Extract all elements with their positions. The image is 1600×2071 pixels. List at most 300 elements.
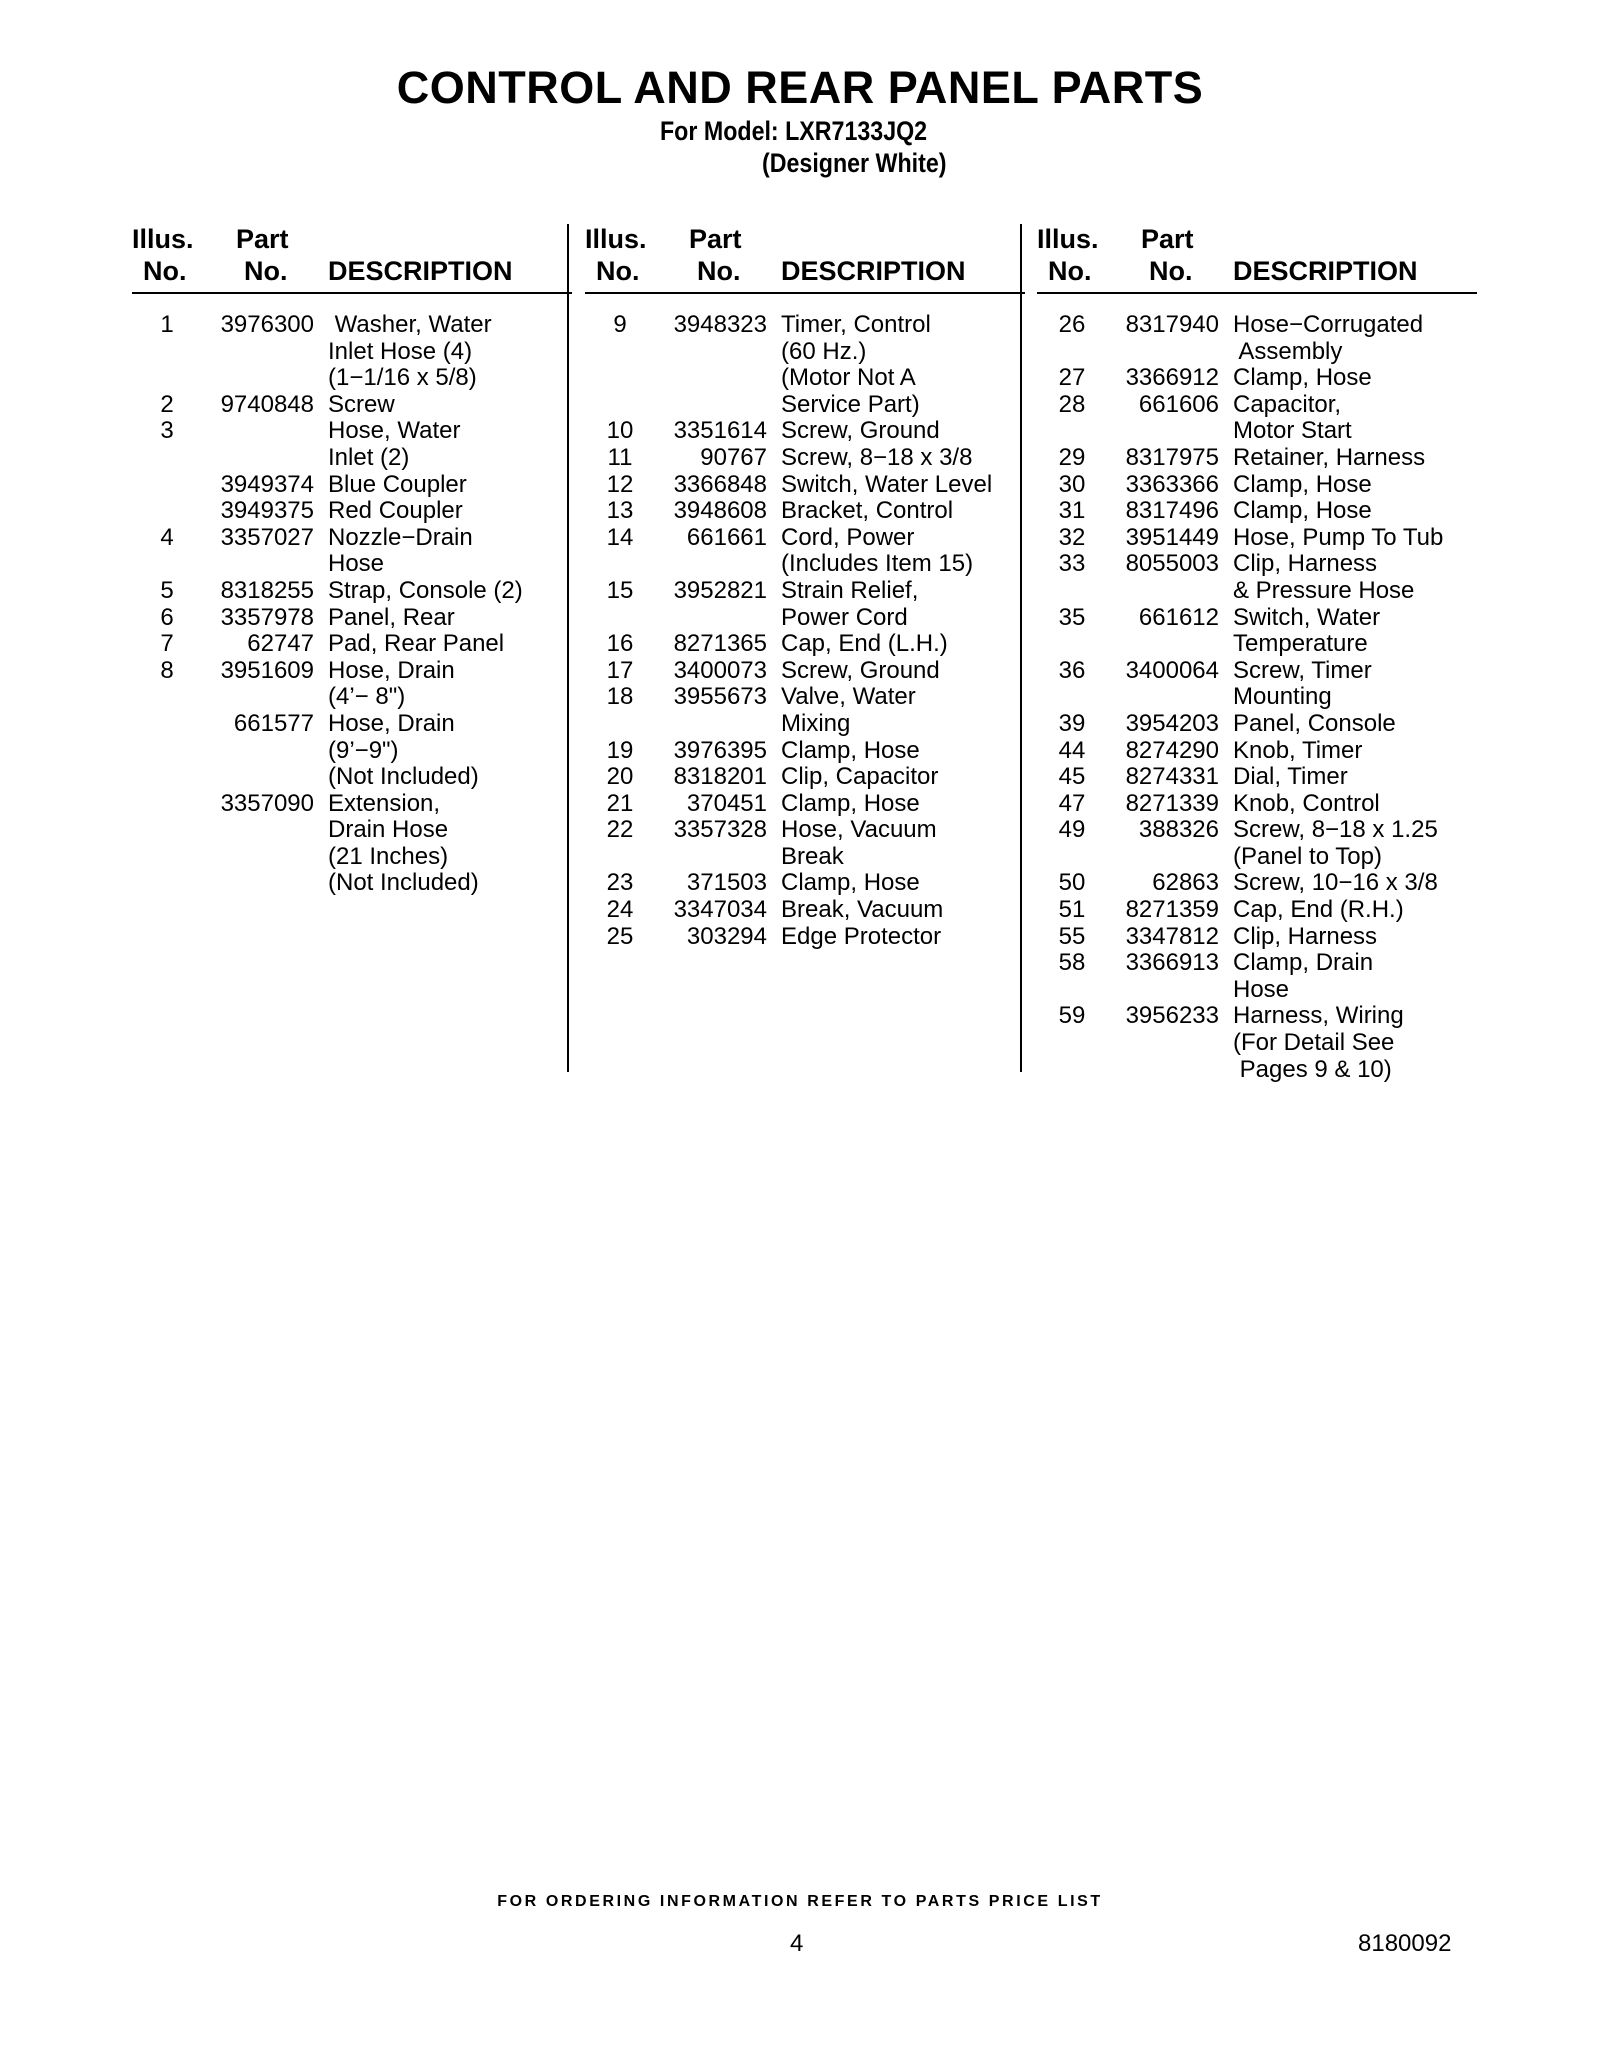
part-description: Retainer, Harness: [1233, 443, 1426, 471]
part-description: Switch, Water: [1233, 603, 1381, 631]
parts-row: [1037, 738, 1477, 765]
part-number: [655, 551, 767, 578]
part-number: 388326: [1138, 816, 1219, 844]
illus-number: 10: [606, 417, 634, 445]
parts-row: [132, 312, 572, 339]
part-number: 8271365: [673, 630, 767, 658]
illus-number: 26: [1058, 311, 1086, 338]
parts-column-2: [585, 224, 1025, 950]
part-description: Panel, Rear: [328, 603, 455, 631]
part-description: Pad, Rear Panel: [328, 630, 505, 658]
parts-row: [1037, 711, 1477, 738]
illus-number: 51: [1058, 896, 1086, 924]
parts-row: [132, 578, 572, 605]
illus-number: 24: [606, 896, 634, 924]
parts-row: [585, 924, 1025, 951]
illus-number: 50: [1058, 869, 1086, 897]
parts-row: [585, 339, 1025, 366]
illus-number: 47: [1058, 789, 1086, 817]
part-number: [1107, 418, 1219, 445]
column-header: [132, 224, 572, 294]
parts-row: [1037, 339, 1477, 366]
parts-row: [132, 472, 572, 499]
part-number: 3347812: [1125, 922, 1219, 950]
parts-row: [1037, 631, 1477, 658]
part-number: 370451: [686, 789, 767, 817]
illus-number: [1037, 1057, 1107, 1084]
part-description: Motor Start: [1233, 417, 1352, 445]
part-description: Clamp, Hose: [1233, 470, 1372, 498]
illus-number: [132, 711, 202, 738]
part-number: 3976395: [673, 736, 767, 764]
part-number: [202, 844, 314, 871]
part-number: [1107, 339, 1219, 366]
part-description: (Includes Item 15): [781, 550, 974, 578]
illus-number: [1037, 1030, 1107, 1057]
part-number: 62863: [1152, 869, 1219, 897]
illus-number: 8: [160, 656, 174, 684]
column-header: [585, 224, 1025, 294]
parts-row: [1037, 392, 1477, 419]
parts-row: [132, 418, 572, 445]
part-number: 3357328: [673, 816, 767, 844]
part-number: [202, 817, 314, 844]
illus-number: [585, 392, 655, 419]
illus-number: 17: [606, 656, 634, 684]
part-description: Extension,: [328, 789, 441, 817]
illus-number: 33: [1058, 550, 1086, 578]
parts-row: [1037, 551, 1477, 578]
header-part-label: Part: [1141, 224, 1194, 254]
illus-number: [132, 817, 202, 844]
parts-row: [585, 578, 1025, 605]
part-description: Cord, Power: [781, 523, 915, 551]
part-number: 8318255: [220, 576, 314, 604]
part-number: 3357978: [220, 603, 314, 631]
part-number: [202, 764, 314, 791]
parts-row: [585, 844, 1025, 871]
parts-row: [1037, 1030, 1477, 1057]
illus-number: [132, 498, 202, 525]
part-number: 3951609: [220, 656, 314, 684]
part-description: Clamp, Hose: [781, 869, 920, 897]
parts-row: [132, 498, 572, 525]
parts-row: [585, 472, 1025, 499]
part-description: Washer, Water: [328, 311, 492, 338]
parts-row: [132, 658, 572, 685]
illus-number: 35: [1058, 603, 1086, 631]
part-description: (9’−9"): [328, 736, 399, 764]
parts-row: [1037, 365, 1477, 392]
part-description: (4’− 8"): [328, 683, 406, 711]
part-description: Screw, 8−18 x 3/8: [781, 443, 973, 471]
illus-number: 58: [1058, 949, 1086, 977]
ordering-note: FOR ORDERING INFORMATION REFER TO PARTS PRICE LIST: [497, 1893, 1103, 1910]
illus-number: [585, 711, 655, 738]
part-description: Pages 9 & 10): [1233, 1055, 1392, 1083]
parts-row: [132, 817, 572, 844]
part-description: Hose, Drain: [328, 656, 455, 684]
parts-row: [1037, 684, 1477, 711]
parts-row: [585, 738, 1025, 765]
parts-row: [1037, 977, 1477, 1004]
part-number: 371503: [686, 869, 767, 897]
parts-row: [585, 445, 1025, 472]
part-number: 3357027: [220, 523, 314, 551]
illus-number: [585, 551, 655, 578]
parts-row: [1037, 605, 1477, 632]
part-number: [1107, 1057, 1219, 1084]
parts-row: [585, 392, 1025, 419]
part-description: (Not Included): [328, 763, 479, 791]
parts-row: [1037, 870, 1477, 897]
column-divider: [1020, 224, 1022, 1072]
part-description: Mounting: [1233, 683, 1332, 711]
parts-row: [132, 711, 572, 738]
part-description: Bracket, Control: [781, 497, 954, 525]
part-description: Clamp, Hose: [781, 789, 920, 817]
part-number: 3952821: [673, 576, 767, 604]
illus-number: 44: [1058, 736, 1086, 764]
part-description: Screw, Ground: [781, 417, 940, 445]
illus-number: [132, 445, 202, 472]
part-description: Knob, Control: [1233, 789, 1380, 817]
illus-number: 25: [606, 922, 634, 950]
illus-number: 23: [606, 869, 634, 897]
part-description: Hose: [328, 550, 385, 578]
part-number: 3366912: [1125, 364, 1219, 392]
part-number: [202, 684, 314, 711]
parts-row: [1037, 844, 1477, 871]
illus-number: 15: [606, 576, 634, 604]
header-part-no-label: No.: [244, 256, 288, 286]
part-description: Inlet (2): [328, 443, 410, 471]
part-description: Hose, Vacuum: [781, 816, 937, 844]
illus-number: 28: [1058, 390, 1086, 418]
part-description: Break, Vacuum: [781, 896, 944, 924]
part-number: 3949374: [220, 470, 314, 498]
part-number: 661577: [233, 709, 314, 737]
header-illus-no-label: No.: [596, 256, 640, 286]
header-part-no-label: No.: [697, 256, 741, 286]
part-description: Switch, Water Level: [781, 470, 993, 498]
part-number: 8317975: [1125, 443, 1219, 471]
parts-row: [132, 551, 572, 578]
part-number: 90767: [700, 443, 767, 471]
part-description: Strain Relief,: [781, 576, 919, 604]
part-number: 661612: [1138, 603, 1219, 631]
part-number: 3949375: [220, 497, 314, 525]
part-description: (Panel to Top): [1233, 842, 1382, 870]
illus-number: [132, 684, 202, 711]
illus-number: [132, 472, 202, 499]
parts-row: [132, 605, 572, 632]
illus-number: [1037, 418, 1107, 445]
part-number: [1107, 684, 1219, 711]
page-title: CONTROL AND REAR PANEL PARTS: [396, 62, 1204, 113]
illus-number: [585, 365, 655, 392]
illus-number: 9: [613, 311, 627, 338]
illus-number: 31: [1058, 497, 1086, 525]
illus-number: 30: [1058, 470, 1086, 498]
parts-row: [1037, 498, 1477, 525]
part-number: 3951449: [1125, 523, 1219, 551]
parts-row: [585, 684, 1025, 711]
illus-number: 18: [606, 683, 634, 711]
part-description: (60 Hz.): [781, 337, 867, 365]
part-number: [655, 844, 767, 871]
part-description: Knob, Timer: [1233, 736, 1363, 764]
illus-number: 16: [606, 630, 634, 658]
part-number: [1107, 977, 1219, 1004]
parts-row: [1037, 924, 1477, 951]
parts-row: [1037, 791, 1477, 818]
parts-row: [132, 445, 572, 472]
part-number: [1107, 578, 1219, 605]
parts-row: [132, 870, 572, 897]
part-number: 3976300: [220, 311, 314, 338]
part-description: & Pressure Hose: [1233, 576, 1415, 604]
column-divider: [567, 224, 569, 1072]
parts-row: [1037, 445, 1477, 472]
illus-number: 4: [160, 523, 174, 551]
part-description: Cap, End (L.H.): [781, 630, 948, 658]
parts-row: [585, 312, 1025, 339]
part-description: Hose: [1233, 975, 1290, 1003]
parts-row: [1037, 525, 1477, 552]
part-description: Mixing: [781, 709, 851, 737]
illus-number: 1: [160, 311, 174, 338]
parts-row: [132, 365, 572, 392]
parts-row: [1037, 1003, 1477, 1030]
part-description: Strap, Console (2): [328, 576, 523, 604]
part-description: Capacitor,: [1233, 390, 1342, 418]
part-number: 3400073: [673, 656, 767, 684]
illus-number: 59: [1058, 1002, 1086, 1030]
parts-row: [585, 897, 1025, 924]
illus-number: [1037, 977, 1107, 1004]
part-description: Service Part): [781, 390, 920, 418]
illus-number: 7: [160, 630, 174, 658]
header-description-label: DESCRIPTION: [781, 256, 966, 286]
part-description: Hose, Pump To Tub: [1233, 523, 1444, 551]
variant-line: (Designer White): [762, 148, 947, 178]
part-description: Hose, Drain: [328, 709, 455, 737]
part-number: [202, 551, 314, 578]
illus-number: 36: [1058, 656, 1086, 684]
page-number: 4: [790, 1930, 804, 1957]
part-number: 62747: [247, 630, 314, 658]
illus-number: 13: [606, 497, 634, 525]
illus-number: 55: [1058, 922, 1086, 950]
part-description: Harness, Wiring: [1233, 1002, 1404, 1030]
part-description: (For Detail See: [1233, 1029, 1395, 1057]
part-description: Hose−Corrugated: [1233, 311, 1424, 338]
illus-number: [132, 365, 202, 392]
parts-row: [1037, 418, 1477, 445]
part-number: [1107, 631, 1219, 658]
part-description: Clip, Harness: [1233, 550, 1378, 578]
part-number: 661661: [686, 523, 767, 551]
part-number: [202, 738, 314, 765]
illus-number: [132, 551, 202, 578]
parts-row: [132, 791, 572, 818]
illus-number: 32: [1058, 523, 1086, 551]
illus-number: 11: [607, 443, 633, 471]
part-description: Dial, Timer: [1233, 763, 1348, 791]
illus-number: [132, 738, 202, 765]
illus-number: [585, 605, 655, 632]
part-description: Nozzle−Drain: [328, 523, 473, 551]
part-number: [202, 339, 314, 366]
header-part-label: Part: [689, 224, 742, 254]
header-illus-label: Illus.: [132, 224, 194, 254]
part-description: Screw, 10−16 x 3/8: [1233, 869, 1438, 897]
part-description: Screw, Timer: [1233, 656, 1372, 684]
parts-row: [585, 817, 1025, 844]
parts-row: [132, 764, 572, 791]
parts-row: [585, 498, 1025, 525]
header-illus-label: Illus.: [1037, 224, 1099, 254]
model-line: For Model: LXR7133JQ2: [660, 116, 928, 146]
parts-row: [132, 684, 572, 711]
parts-row: [1037, 658, 1477, 685]
illus-number: 29: [1058, 443, 1086, 471]
part-description: Screw, 8−18 x 1.25: [1233, 816, 1438, 844]
part-description: Assembly: [1233, 337, 1343, 365]
part-number: 3363366: [1125, 470, 1219, 498]
illus-number: 12: [606, 470, 634, 498]
part-number: 8271339: [1125, 789, 1219, 817]
illus-number: [132, 791, 202, 818]
illus-number: 21: [606, 789, 634, 817]
parts-row: [1037, 472, 1477, 499]
part-number: [655, 605, 767, 632]
parts-row: [585, 418, 1025, 445]
part-description: (21 Inches): [328, 842, 449, 870]
part-number: [1107, 844, 1219, 871]
part-number: [655, 392, 767, 419]
parts-row: [585, 525, 1025, 552]
illus-number: 6: [160, 603, 174, 631]
part-number: 8274331: [1125, 763, 1219, 791]
part-number: 8317940: [1125, 311, 1219, 338]
part-number: [202, 445, 314, 472]
parts-column-3: [1037, 224, 1477, 1083]
part-number: [202, 870, 314, 897]
parts-row: [585, 631, 1025, 658]
header-part-label: Part: [236, 224, 289, 254]
part-description: Inlet Hose (4): [328, 337, 473, 365]
part-number: 3347034: [673, 896, 767, 924]
header-illus-label: Illus.: [585, 224, 647, 254]
part-number: 3948323: [673, 311, 767, 338]
part-number: [655, 365, 767, 392]
parts-row: [132, 631, 572, 658]
part-description: Hose, Water: [328, 417, 461, 445]
part-description: Clamp, Hose: [1233, 497, 1372, 525]
parts-row: [585, 764, 1025, 791]
parts-row: [585, 605, 1025, 632]
illus-number: [1037, 339, 1107, 366]
part-number: 8274290: [1125, 736, 1219, 764]
part-description: (Not Included): [328, 869, 479, 897]
header-illus-no-label: No.: [143, 256, 187, 286]
illus-number: 5: [160, 576, 174, 604]
column-header: [1037, 224, 1477, 294]
part-number: [655, 339, 767, 366]
parts-row: [132, 844, 572, 871]
part-number: 3366848: [673, 470, 767, 498]
part-description: Blue Coupler: [328, 470, 467, 498]
part-number: 3400064: [1125, 656, 1219, 684]
document-number: 8180092: [1358, 1930, 1452, 1957]
part-description: Timer, Control: [781, 311, 931, 338]
illus-number: [132, 844, 202, 871]
part-number: 3954203: [1125, 709, 1219, 737]
illus-number: 3: [160, 417, 174, 445]
part-description: Power Cord: [781, 603, 908, 631]
parts-row: [585, 791, 1025, 818]
parts-row: [1037, 1057, 1477, 1084]
part-number: 3948608: [673, 497, 767, 525]
illus-number: [132, 764, 202, 791]
part-number: [655, 711, 767, 738]
illus-number: [1037, 684, 1107, 711]
part-number: [1107, 1030, 1219, 1057]
part-number: 8271359: [1125, 896, 1219, 924]
illus-number: 14: [606, 523, 634, 551]
parts-row: [132, 525, 572, 552]
parts-row: [1037, 817, 1477, 844]
part-description: Red Coupler: [328, 497, 463, 525]
illus-number: [585, 339, 655, 366]
illus-number: [1037, 844, 1107, 871]
illus-number: 39: [1058, 709, 1086, 737]
illus-number: 22: [606, 816, 634, 844]
illus-number: 27: [1058, 364, 1086, 392]
part-description: Valve, Water: [781, 683, 916, 711]
part-number: 3955673: [673, 683, 767, 711]
parts-row: [585, 711, 1025, 738]
parts-row: [1037, 578, 1477, 605]
part-number: 3357090: [220, 789, 314, 817]
illus-number: 2: [160, 390, 174, 418]
parts-row: [1037, 897, 1477, 924]
illus-number: [1037, 631, 1107, 658]
part-description: Screw: [328, 390, 395, 418]
part-number: 3351614: [673, 417, 767, 445]
part-number: 8318201: [673, 763, 767, 791]
part-description: Break: [781, 842, 844, 870]
illus-number: 49: [1058, 816, 1086, 844]
part-description: Temperature: [1233, 630, 1368, 658]
part-description: (Motor Not A: [781, 364, 916, 392]
header-part-no-label: No.: [1149, 256, 1193, 286]
part-description: Edge Protector: [781, 922, 942, 950]
part-description: Clamp, Drain: [1233, 949, 1374, 977]
illus-number: [585, 844, 655, 871]
part-description: Cap, End (R.H.): [1233, 896, 1404, 924]
parts-row: [132, 392, 572, 419]
part-description: Clip, Capacitor: [781, 763, 939, 791]
header-description-label: DESCRIPTION: [328, 256, 513, 286]
parts-row: [132, 738, 572, 765]
part-number: 9740848: [220, 390, 314, 418]
parts-row: [1037, 312, 1477, 339]
part-description: (1−1/16 x 5/8): [328, 364, 477, 392]
part-number: [202, 418, 314, 445]
